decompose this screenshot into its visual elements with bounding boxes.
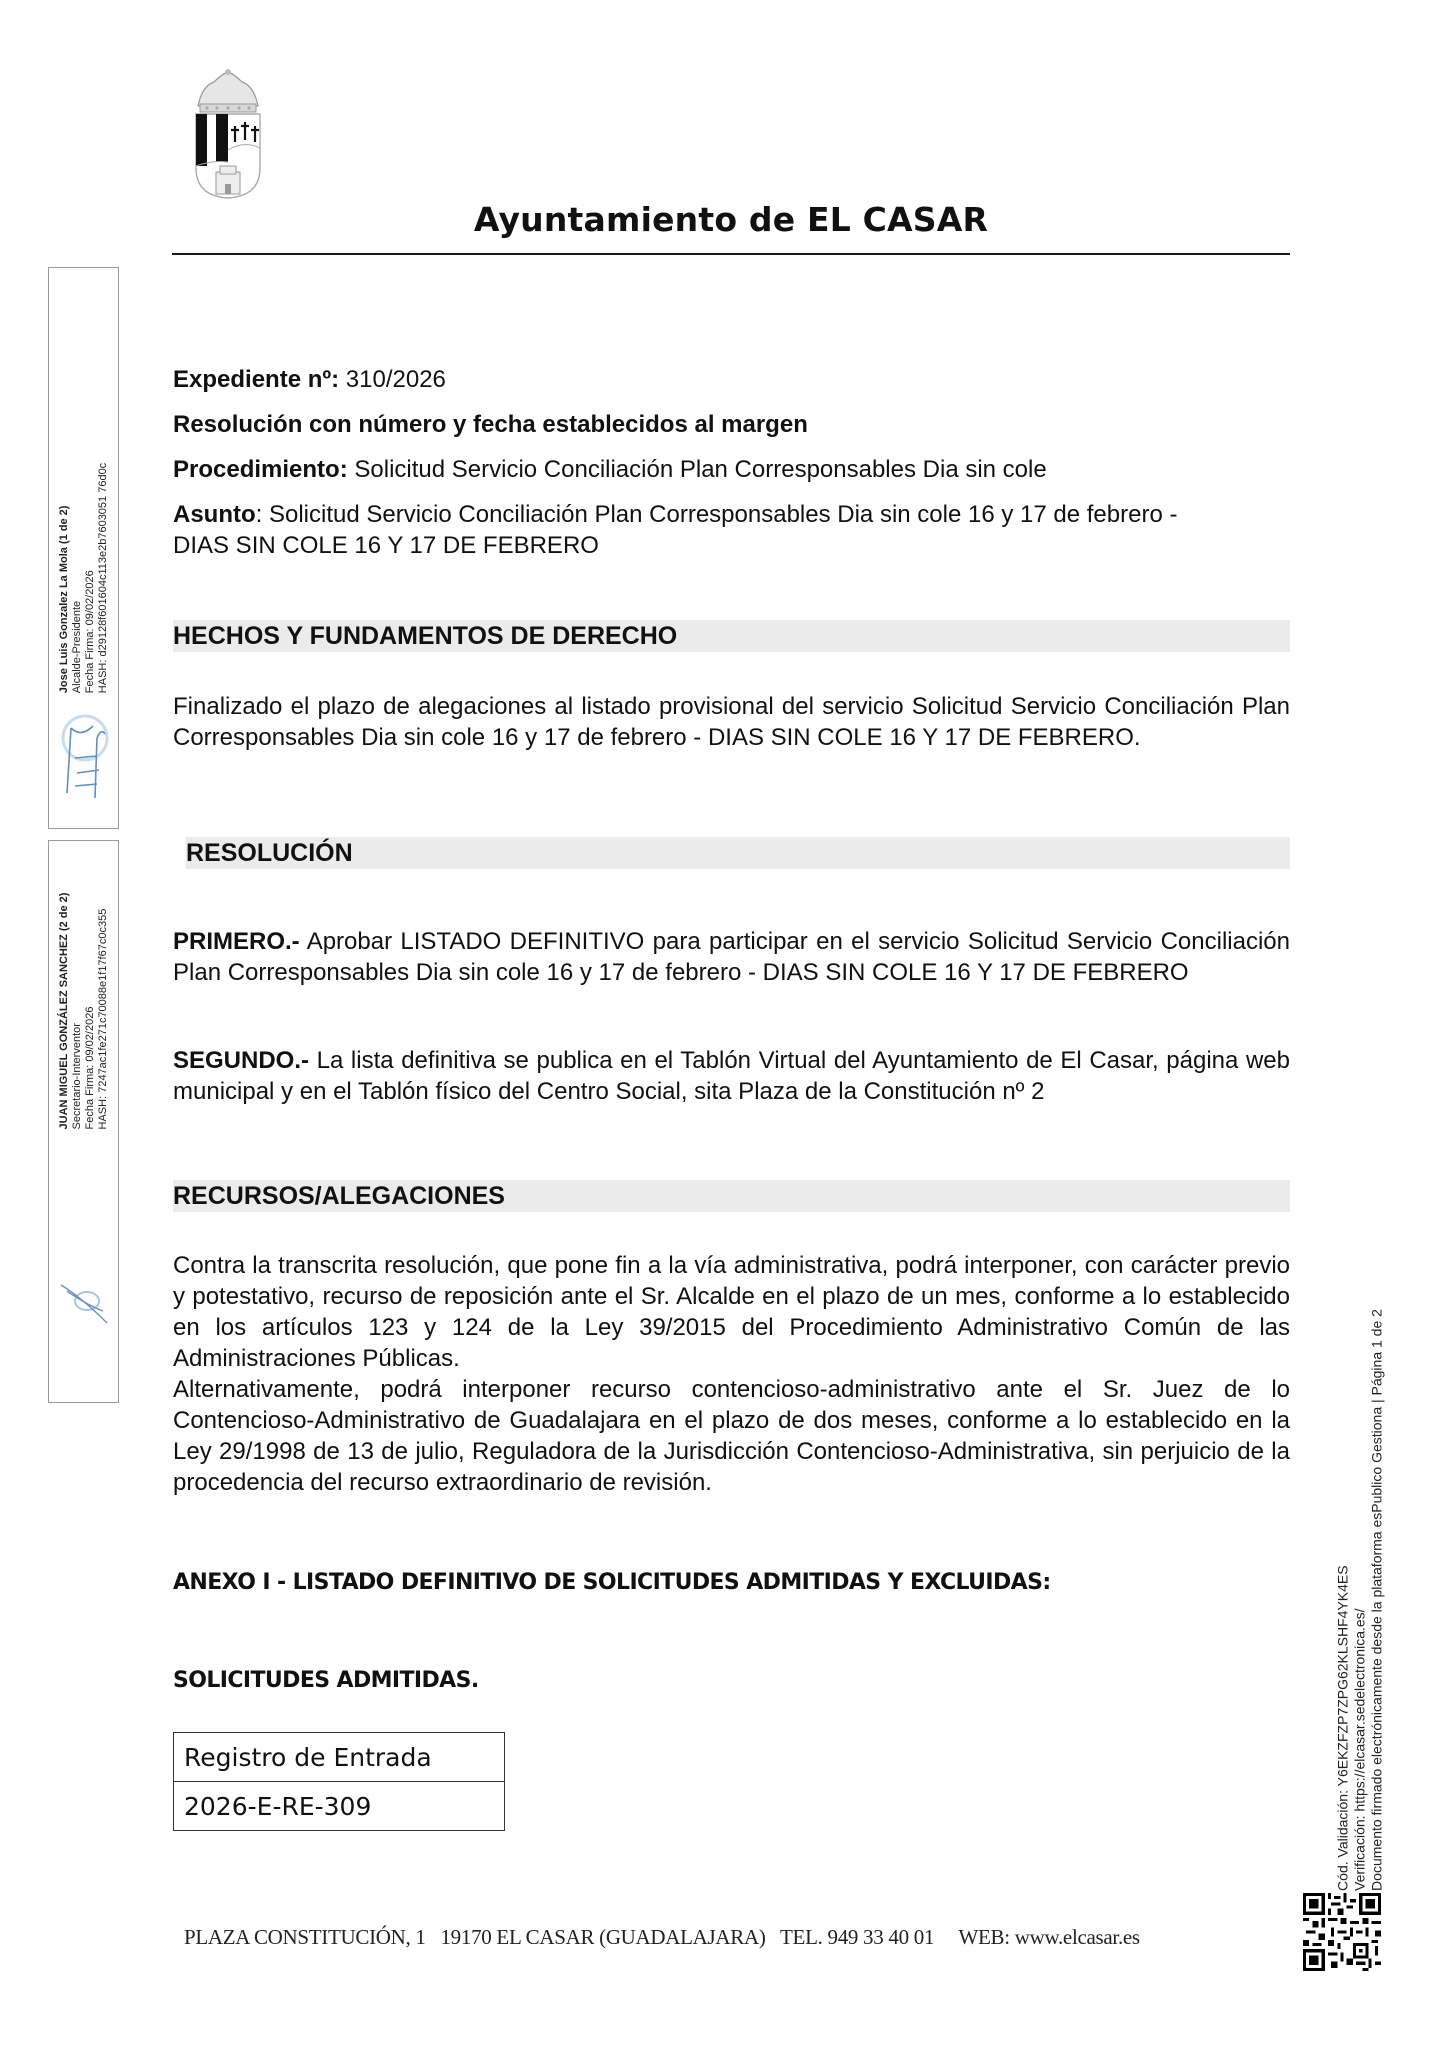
recursos-paragraph-1: Contra la transcrita resolución, que pone fin a la vía administrativa, podrá interponer, con carácter previo y potestativo, recurso de reposición ante el Sr. Alcalde en el plazo de un mes, conforme a lo establecido en los artículos 123 y 124 de la Ley 39/2015 del Procedimiento Administrativo Común de las Administraciones Públicas. — [173, 1252, 1290, 1372]
expediente-line — [173, 364, 1290, 395]
signature-details — [58, 893, 110, 1130]
admitted-requests-table — [173, 1732, 505, 1831]
asunto-label: Asunto — [173, 501, 256, 528]
section-title: RECURSOS/ALEGACIONES — [173, 1182, 505, 1210]
section-header-recursos — [173, 1180, 1290, 1212]
hechos-text: Finalizado el plazo de alegaciones al listado provisional del servicio Solicitud Servicio Conciliación Plan Corresponsables Dia sin cole 16 y 17 de febrero - DIAS SIN COLE 16 Y 17 DE FEBRERO. — [173, 693, 1290, 751]
signer-name: Jose Luis Gonzalez La Mola (1 de 2) — [57, 505, 70, 694]
expediente-value: 310/2026 — [345, 366, 446, 393]
section-header-resolucion — [186, 837, 1290, 869]
signed-note: Documento firmado electrónicamente desde la plataforma esPublico Gestiona | Página 1 de 2 — [1368, 1309, 1385, 1891]
signature-box-mayor — [48, 267, 119, 829]
asunto-line — [173, 499, 1193, 561]
signature-date: Fecha Firma: 09/02/2026 — [83, 1006, 96, 1130]
recursos-paragraph-2: Alternativamente, podrá interponer recurso contencioso-administrativo ante el Sr. Juez de lo Contencioso-Administrativo de Guadalajara en el plazo de dos meses, conforme a lo establecido en la Ley 29/1998 de 13 de julio, Reguladora de la Jurisdicción Contencioso-Administrativa, sin perjuicio de la procedencia del recurso extraordinario de revisión. — [173, 1376, 1290, 1496]
page-title: Ayuntamiento de EL CASAR — [473, 200, 989, 239]
validation-code: Cód. Validación: Y6EKZFZP7ZPG62KLSHF4YK4ES — [1334, 1565, 1351, 1891]
segundo-label: SEGUNDO.- — [173, 1047, 310, 1074]
section-title: HECHOS Y FUNDAMENTOS DE DERECHO — [173, 622, 678, 650]
procedimiento-line — [173, 454, 1290, 485]
qr-code-icon[interactable] — [1303, 1893, 1381, 1971]
annex-subtitle: SOLICITUDES ADMITIDAS. — [173, 1668, 479, 1693]
table-header-row — [174, 1733, 505, 1782]
table-row — [174, 1782, 505, 1831]
signature-hash: HASH: 7247ac1fe271c70088e1f17f67c0c355 — [96, 908, 109, 1130]
signer-name: JUAN MIGUEL GONZÁLEZ SANCHEZ (2 de 2) — [57, 892, 70, 1130]
section-header-hechos — [173, 620, 1290, 652]
asunto-value: : Solicitud Servicio Conciliación Plan Corresponsables Dia sin cole 16 y 17 de febrero - DIAS SIN COLE 16 Y 17 DE FEBRERO — [173, 501, 1178, 559]
validation-text — [1335, 1309, 1386, 1891]
header-divider — [172, 253, 1290, 255]
signer-role: Secretario-Interventor — [70, 1023, 83, 1130]
handwritten-signature-icon — [57, 1271, 111, 1331]
footer-address: PLAZA CONSTITUCIÓN, 1 19170 EL CASAR (GUADALAJARA) TEL. 949 33 40 01 WEB: www.elcasar.es — [184, 1925, 1140, 1949]
procedimiento-value: Solicitud Servicio Conciliación Plan Corresponsables Dia sin cole — [354, 456, 1047, 483]
expediente-label: Expediente nº: — [173, 366, 340, 393]
validation-block — [1320, 1300, 1400, 1900]
signature-date: Fecha Firma: 09/02/2026 — [83, 570, 96, 694]
signature-hash: HASH: d29128f601604c113e2b7603051 76d0c — [96, 462, 109, 694]
primero-text: Aprobar LISTADO DEFINITIVO para participar en el servicio Solicitud Servicio Conciliación Plan Corresponsables Dia sin cole 16 y 17 de febrero - DIAS SIN COLE 16 Y 17 DE FEBRERO — [173, 928, 1290, 986]
table-header-cell: Registro de Entrada — [174, 1733, 505, 1782]
verification-url[interactable]: Verificación: https://elcasar.sedelectronica.es/ — [1351, 1608, 1368, 1891]
table-cell: 2026-E-RE-309 — [174, 1782, 505, 1831]
municipal-coat-of-arms-icon — [192, 68, 264, 200]
segundo-paragraph — [173, 1045, 1290, 1107]
signer-role: Alcalde-Presidente — [70, 600, 83, 694]
resolucion-line: Resolución con número y fecha establecidos al margen — [173, 411, 808, 438]
primero-paragraph — [173, 926, 1290, 988]
primero-label: PRIMERO.- — [173, 928, 300, 955]
procedimiento-label: Procedimiento: — [173, 456, 348, 483]
annex-title: ANEXO I - LISTADO DEFINITIVO DE SOLICITUDES ADMITIDAS Y EXCLUIDAS: — [173, 1570, 1051, 1595]
segundo-text: La lista definitiva se publica en el Tablón Virtual del Ayuntamiento de El Casar, página web municipal y en el Tablón físico del Centro Social, sita Plaza de la Constitución nº 2 — [173, 1047, 1290, 1105]
signature-details — [58, 463, 110, 693]
signature-box-secretary — [48, 840, 119, 1403]
section-title: RESOLUCIÓN — [186, 839, 353, 867]
handwritten-signature-icon — [57, 698, 111, 808]
